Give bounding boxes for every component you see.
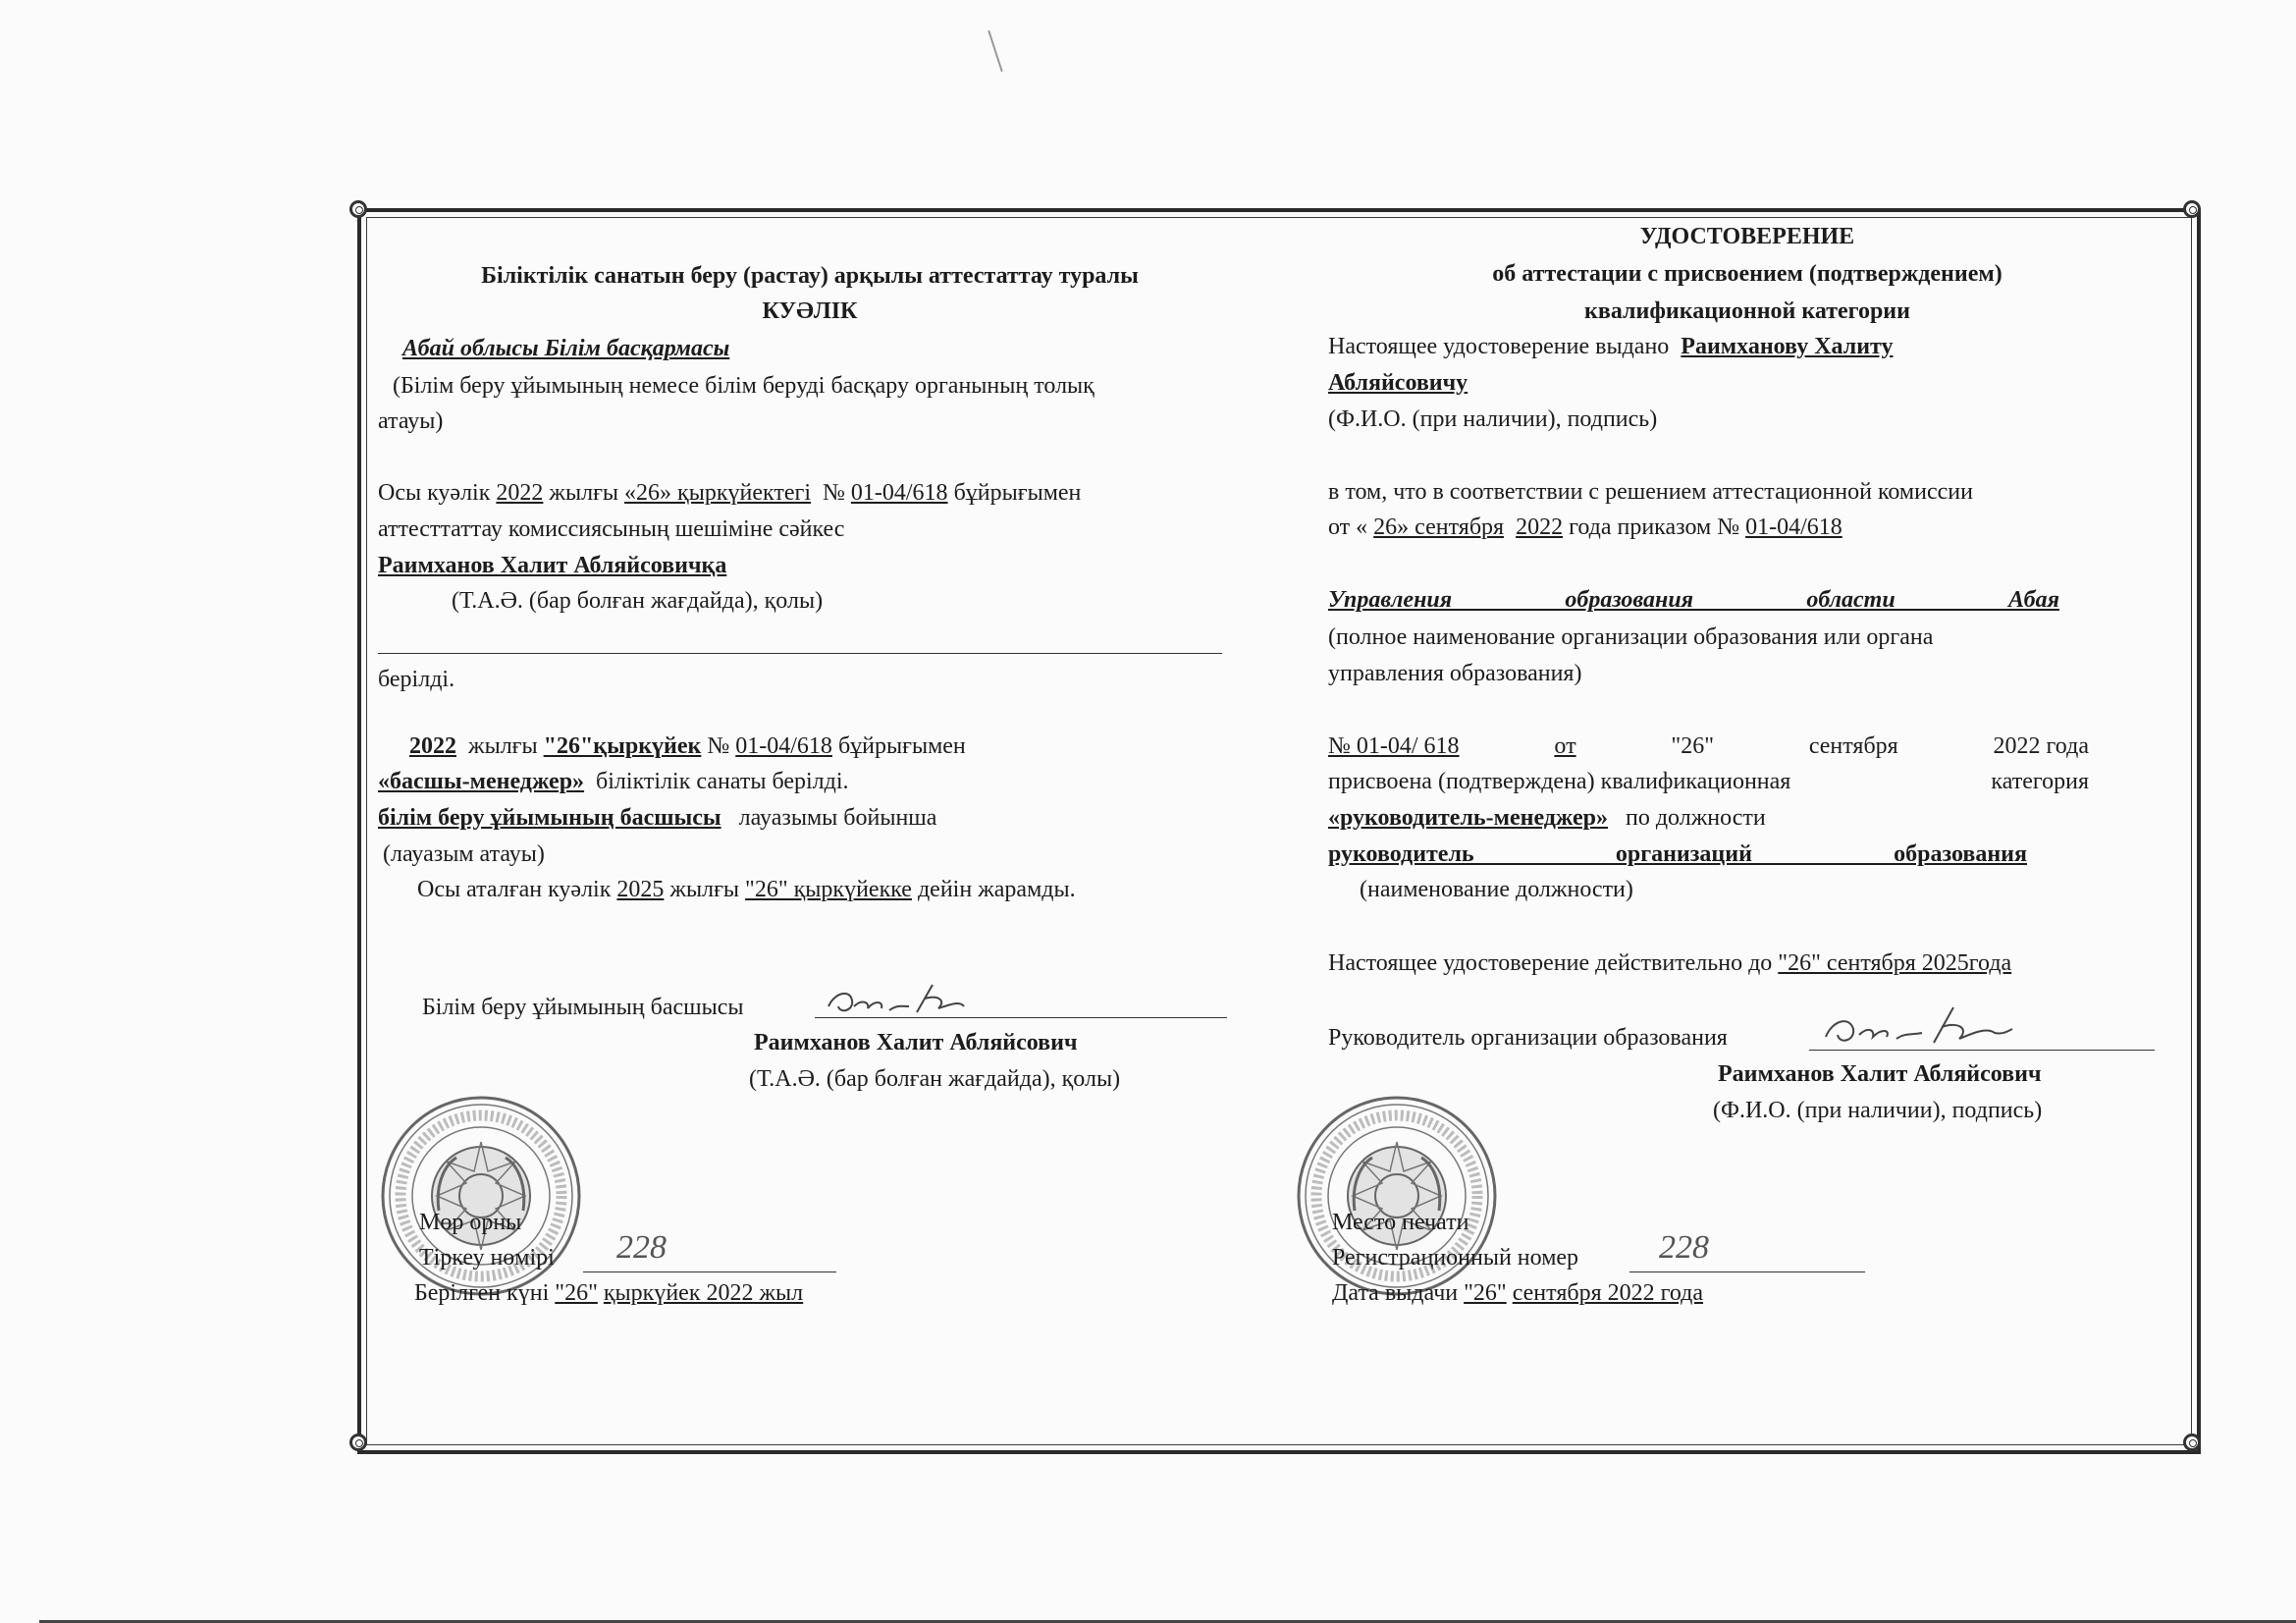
kz-head-label: Білім беру ұйымының басшысы — [422, 995, 744, 1020]
kz-date-rest: қыркүйек 2022 жыл — [603, 1280, 804, 1306]
kz-position-note: (лауазым атауы) — [383, 841, 545, 867]
kz-position: білім беру ұйымының басшысы — [378, 805, 721, 831]
kz-valid-year: 2025 — [616, 877, 665, 902]
ru-date-day: "26" — [1464, 1280, 1507, 1306]
ru-category-tail: по должности — [1626, 805, 1766, 831]
kz-org-name: Абай облысы Білім басқармасы — [402, 336, 730, 361]
ru-head-name: Раимханов Халит Абляйсович — [1718, 1061, 2042, 1087]
kz-p2-text-b: № — [707, 733, 730, 759]
kz-p2-text-c: бұйрығымен — [837, 733, 966, 759]
ru-assigned-b: категория — [1991, 769, 2089, 794]
ru-date-rest: сентября 2022 года — [1512, 1280, 1704, 1306]
kz-p1-text-c: № — [822, 480, 845, 506]
ru-decision-order-number: 01-04/618 — [1745, 514, 1842, 540]
ru-order-day: "26" — [1671, 733, 1714, 759]
ru-valid-date: "26" сентября 2025года — [1778, 950, 2012, 976]
kz-p1-order-number: 01-04/618 — [850, 480, 948, 506]
ru-reg-number: 228 — [1659, 1229, 1709, 1266]
kz-p2-text-a: жылғы — [468, 733, 538, 759]
kz-org-note-1: (Білім беру ұйымының немесе білім беруді басқару органының толық — [393, 373, 1095, 399]
ru-org-note-2: управления образования) — [1328, 661, 1582, 686]
kz-position-tail: лауазымы бойынша — [738, 805, 937, 831]
kz-org-note-2: атауы) — [378, 408, 444, 434]
ru-position: руководитель организаций образования — [1328, 841, 2027, 867]
ru-assigned-line — [1328, 767, 2089, 796]
kz-p1-line-2: аттесттаттау комиссиясының шешіміне сәйкес — [378, 516, 845, 542]
ru-title: УДОСТОВЕРЕНИЕ — [1639, 224, 1855, 249]
ru-decision-date: 26» сентября — [1373, 514, 1505, 540]
ru-issued-line — [1328, 332, 1894, 361]
kz-p1-year: 2022 — [496, 480, 544, 506]
kz-paragraph-1 — [378, 478, 1081, 508]
ru-date-line — [1332, 1278, 1703, 1308]
kz-valid-text-b: жылғы — [669, 877, 740, 902]
kz-reg-line — [583, 1271, 836, 1272]
ru-reg-label: Регистрационный номер — [1332, 1245, 1579, 1271]
kz-valid-text-c: дейін жарамды. — [917, 877, 1076, 902]
ru-order-number: № 01-04/ 618 — [1328, 733, 1460, 759]
corner-ornament-icon — [2183, 1434, 2201, 1451]
ru-order-from: от — [1554, 733, 1576, 759]
ru-category-line — [1328, 803, 1766, 833]
ru-signature-icon — [1816, 1001, 2042, 1060]
kz-position-line — [378, 803, 936, 833]
ru-valid-text: Настоящее удостоверение действительно до — [1328, 950, 1773, 976]
ru-order-year: 2022 года — [1993, 733, 2089, 759]
kz-category-line — [378, 767, 849, 796]
kz-p2-order-number: 01-04/618 — [735, 733, 832, 759]
ru-person-1: Раимханову Халиту — [1681, 334, 1894, 359]
kz-issued: берілді. — [378, 667, 455, 692]
kz-p2-year: 2022 — [409, 733, 456, 759]
kz-head-name: Раимханов Халит Абляйсович — [754, 1030, 1078, 1055]
kz-person-name: Раимханов Халит Абляйсовичқа — [378, 553, 727, 578]
ru-seal-label: Место печати — [1332, 1210, 1469, 1235]
ru-date-label: Дата выдачи — [1332, 1280, 1459, 1306]
kz-p2-date: "26"қыркүйек — [543, 733, 702, 759]
corner-ornament-icon — [2183, 200, 2201, 218]
kz-reg-label: Тіркеу нөмірі — [419, 1245, 555, 1271]
kz-p1-text-b: жылғы — [549, 480, 619, 506]
ru-category: «руководитель-менеджер» — [1328, 805, 1608, 831]
kz-p1-text-a: Осы куәлік — [378, 480, 491, 506]
scan-mark — [988, 30, 1002, 72]
kz-date-line — [414, 1278, 803, 1308]
ru-head-label: Руководитель организации образования — [1328, 1025, 1728, 1051]
kz-date-day: "26" — [555, 1280, 598, 1306]
kz-valid-date: "26" қыркүйекке — [745, 877, 912, 902]
kz-title-word: КУӘЛІК — [762, 298, 858, 324]
kz-date-label: Берілген күні — [414, 1280, 550, 1306]
kz-blank-line — [378, 653, 1222, 654]
ru-org-name: Управления образования области Абая — [1328, 587, 2059, 613]
corner-ornament-icon — [349, 1434, 367, 1451]
ru-assigned-a: присвоена (подтверждена) квалификационная — [1328, 769, 1791, 794]
kz-paragraph-2 — [378, 731, 966, 761]
ru-subtitle-1: об аттестации с присвоением (подтверждением) — [1492, 261, 2002, 287]
kz-reg-number: 228 — [616, 1229, 667, 1266]
ru-decision-text-b: года приказом № — [1569, 514, 1740, 540]
ru-decision-text-a: от « — [1328, 514, 1368, 540]
kz-head-note: (Т.А.Ә. (бар болған жағдайда), қолы) — [749, 1066, 1121, 1092]
corner-ornament-icon — [349, 200, 367, 218]
ru-order-month: сентября — [1808, 733, 1898, 759]
kz-signature-icon — [815, 977, 1011, 1026]
ru-head-note: (Ф.И.О. (при наличии), подпись) — [1713, 1098, 2043, 1123]
ru-valid-line — [1328, 948, 2011, 978]
ru-position-note: (наименование должности) — [1360, 877, 1633, 902]
ru-person-note: (Ф.И.О. (при наличии), подпись) — [1328, 406, 1658, 432]
kz-category: «басшы-менеджер» — [378, 769, 585, 794]
kz-p1-date: «26» қыркүйектегі — [624, 480, 811, 506]
ru-person-2: Абляйсовичу — [1328, 370, 1468, 396]
ru-decision-1: в том, что в соответствии с решением аттестационной комиссии — [1328, 479, 1973, 505]
kz-category-tail: біліктілік санаты берілді. — [596, 769, 849, 794]
kz-p1-text-d: бұйрығымен — [953, 480, 1082, 506]
kz-title-line: Біліктілік санатын беру (растау) арқылы аттестаттау туралы — [481, 263, 1139, 289]
kz-valid-line — [417, 875, 1076, 904]
ru-reg-line — [1629, 1271, 1865, 1272]
kz-person-note: (Т.А.Ә. (бар болған жағдайда), қолы) — [452, 588, 824, 614]
ru-subtitle-2: квалификационной категории — [1584, 298, 1910, 324]
ru-org-note-1: (полное наименование организации образования или органа — [1328, 624, 1934, 650]
kz-seal-label: Мөр орны — [419, 1210, 522, 1235]
ru-decision-2 — [1328, 513, 1842, 542]
ru-decision-year: 2022 — [1516, 514, 1564, 540]
kz-valid-text-a: Осы аталған куәлік — [417, 877, 612, 902]
ru-order-line — [1328, 731, 2089, 761]
ru-issued-to: Настоящее удостоверение выдано — [1328, 334, 1670, 359]
